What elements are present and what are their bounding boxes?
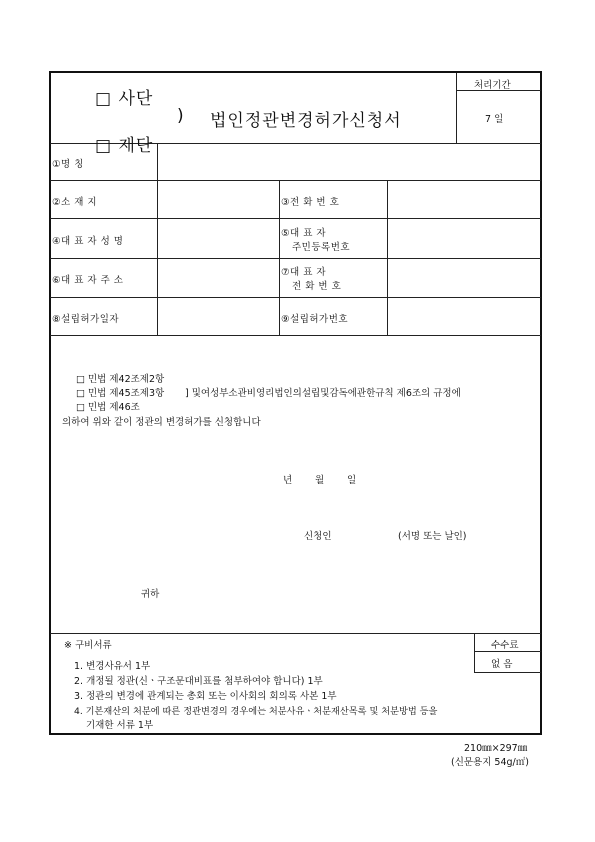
law-suffix: ] 및여성부소관비영리법인의설립및감독에관한규칙 제6조의 규정에	[185, 388, 461, 399]
doc-item-1: 1. 변경사유서 1부	[74, 661, 151, 672]
date-year: 년	[283, 475, 293, 486]
label-rep-id-1: ⑤대 표 자	[281, 228, 327, 239]
doc-item-3: 3. 정관의 변경에 관계되는 총회 또는 이사회의 회의록 사본 1부	[74, 691, 337, 702]
row-line-7	[50, 633, 541, 634]
header-divider	[456, 73, 457, 143]
type-sadan: □ 사단	[95, 89, 154, 109]
fee-value: 없 음	[491, 659, 513, 670]
input-rep-phone[interactable]	[388, 259, 541, 297]
input-rep-id[interactable]	[388, 219, 541, 258]
label-phone: ③전 화 번 호	[281, 197, 340, 208]
input-name[interactable]	[158, 144, 541, 180]
processing-value: 7 일	[485, 114, 504, 125]
input-est-number[interactable]	[388, 298, 541, 335]
date-day: 일	[347, 475, 357, 486]
type-jaedan: □ 재단	[95, 136, 154, 156]
date-month: 월	[315, 475, 325, 486]
input-rep-name[interactable]	[158, 219, 279, 258]
doc-item-4a: 4. 기본재산의 처분에 따른 정관변경의 경우에는 처분사유ㆍ처분재산목록 및 처분방법 등을	[74, 706, 438, 717]
law-option-45[interactable]: □ 민법 제45조제3항	[76, 388, 165, 399]
page-title: 법인정관변경허가신청서	[210, 111, 402, 131]
label-rep-phone-1: ⑦대 표 자	[281, 267, 327, 278]
docs-title: ※ 구비서류	[64, 640, 112, 651]
input-rep-address[interactable]	[158, 259, 279, 297]
law-option-42[interactable]: □ 민법 제42조제2항	[76, 374, 165, 385]
fee-bottom	[474, 672, 541, 673]
input-address[interactable]	[158, 181, 279, 218]
fee-label: 수수료	[491, 640, 519, 651]
input-phone[interactable]	[388, 181, 541, 218]
doc-item-2: 2. 개정될 정관(신ㆍ구조문대비표를 첨부하여야 합니다) 1부	[74, 676, 323, 687]
paren-close: )	[177, 106, 185, 126]
paper-size: 210㎜×297㎜	[464, 743, 528, 754]
label-rep-address: ⑥대 표 자 주 소	[52, 275, 124, 286]
label-name: ①명 칭	[52, 159, 84, 170]
label-est-number: ⑨설립허가번호	[281, 314, 349, 325]
input-est-date[interactable]	[158, 298, 279, 335]
paper-type: (신문용지 54g/㎡)	[451, 757, 529, 768]
label-address: ②소 재 지	[52, 197, 98, 208]
application-sentence: 의하여 위와 같이 정관의 변경허가를 신청합니다	[62, 417, 261, 428]
applicant-label: 신청인	[304, 531, 332, 542]
processing-label: 처리기간	[474, 80, 511, 91]
fee-divider	[474, 651, 541, 652]
label-rep-name: ④대 표 자 성 명	[52, 236, 124, 247]
doc-item-4b: 기재한 서류 1부	[86, 720, 154, 731]
signature-label: (서명 또는 날인)	[398, 531, 467, 542]
type-jaedan-clip	[95, 131, 165, 156]
label-rep-id-2: 주민등록번호	[292, 242, 351, 253]
label-rep-phone-2: 전 화 번 호	[292, 281, 342, 292]
law-option-46[interactable]: □ 민법 제46조	[76, 402, 140, 413]
addressee-label: 귀하	[141, 589, 160, 600]
mid-col-line	[279, 180, 280, 335]
label-est-date: ⑧설립허가일자	[52, 314, 120, 325]
fee-col-line	[474, 633, 475, 672]
row-line-6	[50, 335, 541, 336]
